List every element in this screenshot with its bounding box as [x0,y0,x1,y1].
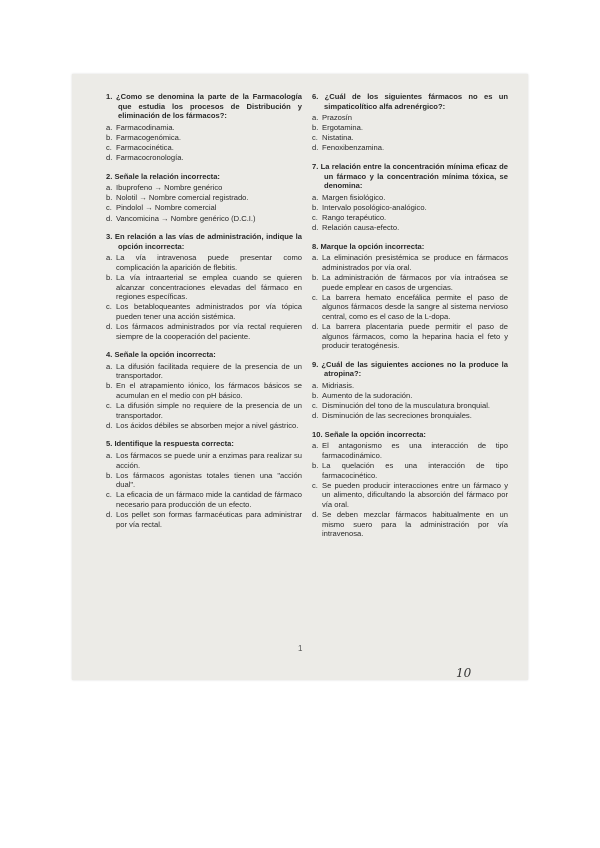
left-column [106,92,302,538]
option: c. Disminución del tono de la musculatura bronquial. [312,401,491,411]
question-7 [312,162,508,233]
question-title: 10. Señale la opción incorrecta: [312,429,426,439]
option: d. Se deben mezclar fármacos habitualmente en un mismo suero para la administración por vía intravenosa. [312,510,508,539]
option: b. Los fármacos agonistas totales tienen una "acción dual". [106,470,302,490]
option: d. Disminución de las secreciones bronquiales. [312,411,472,421]
option: b. La administración de fármacos por vía intraósea se puede emplear en casos de urgencias. [312,273,508,292]
question-10 [312,430,508,539]
option: b. La vía intraarterial se emplea cuando se quieren alcanzar concentraciones elevadas del fármaco en regiones específicas. [106,273,302,302]
option: d. Vancomicina → Nombre genérico (D.C.I.) [106,213,256,223]
option: a. La difusión facilitada requiere de la presencia de un transportador. [106,361,302,381]
question-title: 3. En relación a las vías de administración, indique la opción incorrecta: [106,232,302,251]
question-5 [106,439,302,529]
option: a. Los fármacos se puede unir a enzimas para realizar su acción. [106,451,302,470]
option: c. La barrera hemato encefálica permite el paso de algunos fármacos desde la sangre al sistema nervioso central, como es el caso de la L-dopa. [312,292,508,321]
page-number: 10 [456,666,472,680]
option: b. Farmacogenómica. [106,132,181,142]
option: a. La vía intravenosa puede presentar como complicación la aparición de flebitis. [106,253,302,272]
option: d. La barrera placentaria puede permitir el paso de algunos fármacos, como la heparina hacia el feto y producir teratogénesis. [312,321,508,351]
option: b. Aumento de la sudoración. [312,391,413,401]
footer-mark: 1 [298,644,303,653]
question-title: 1. ¿Como se denomina la parte de la Farmacología que estudia los procesos de Distribución y eliminación de los fármacos?: [106,92,302,121]
option: c. La difusión simple no requiere de la presencia de un transportador. [106,401,302,420]
question-2 [106,172,302,223]
question-8 [312,242,508,351]
option: a. Ibuprofeno → Nombre genérico [106,183,223,193]
option: c. Pindolol → Nombre comercial [106,203,217,213]
question-title: 6. ¿Cuál de los siguientes fármacos no es un simpaticolítico alfa adrenérgico?: [312,92,508,111]
question-title: 9. ¿Cuál de las siguientes acciones no la produce la atropina?: [312,359,508,379]
question-title: 4. Señale la opción incorrecta: [106,350,216,360]
option: c. La eficacia de un fármaco mide la cantidad de fármaco necesario para producción de un efecto. [106,490,302,509]
exam-sheet [72,74,528,680]
option: c. Farmacocinética. [106,142,174,152]
option: c. Nistatina. [312,133,354,143]
option: b. Nolotil → Nombre comercial registrado. [106,193,249,203]
question-6 [312,92,508,153]
option: b. La quelación es una interacción de tipo farmacocinético. [312,461,508,480]
question-title: 2. Señale la relación incorrecta: [106,171,220,181]
question-title: 5. Identifique la respuesta correcta: [106,439,234,449]
option: d. Los pellet son formas farmacéuticas para administrar por vía rectal. [106,510,302,529]
question-1 [106,92,302,163]
option: d. Fenoxibenzamina. [312,143,385,153]
option: d. Farmacocronología. [106,153,184,163]
option: d. Relación causa-efecto. [312,223,400,233]
option: a. La eliminación presistémica se produce en fármacos administrados por vía oral. [312,253,508,272]
option: b. Ergotamina. [312,123,363,133]
option: a. El antagonismo es una interacción de tipo farmacodinámico. [312,441,508,460]
question-3 [106,232,302,341]
option: c. Los betabloqueantes administrados por vía tópica pueden tener una acción sistémica. [106,302,302,321]
option: c. Rango terapéutico. [312,213,387,223]
question-9 [312,360,508,421]
option: d. Los fármacos administrados por vía rectal requieren siempre de la cooperación del paciente. [106,321,302,341]
option: a. Prazosín [312,113,352,123]
option: a. Margen fisiológico. [312,192,386,202]
option: b. En el atrapamiento iónico, los fármacos básicos se acumulan en el medio con pH básico. [106,381,302,401]
option: b. Intervalo posológico-analógico. [312,202,427,212]
option: c. Se pueden producir interacciones entre un fármaco y un alimento, dificultando la absorción del fármaco por vía oral. [312,480,508,509]
question-title: 8. Marque la opción incorrecta: [312,241,425,251]
option: d. Los ácidos débiles se absorben mejor a nivel gástrico. [106,420,299,430]
option: a. Farmacodinamia. [106,122,175,132]
option: a. Midriasis. [312,380,355,390]
question-4 [106,350,302,430]
question-title: 7. La relación entre la concentración mínima eficaz de un fármaco y la concentración mínima tóxica, se denomina: [312,162,508,191]
right-column [312,92,508,548]
